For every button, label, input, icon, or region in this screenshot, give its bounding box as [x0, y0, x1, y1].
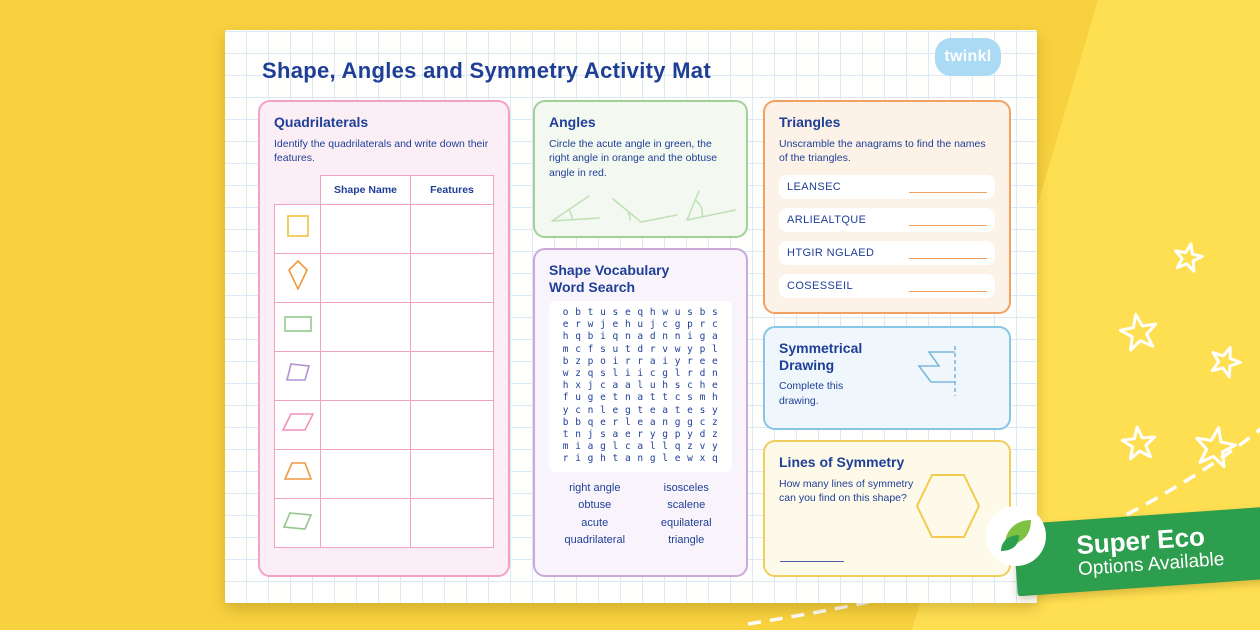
word-search-row: b z p o i r r a i y r e e [562, 355, 719, 367]
shape-name-cell [321, 204, 411, 253]
word-search-section [533, 248, 748, 577]
shape-cell [275, 302, 321, 351]
word-search-row: e r w j e h u j c g p r c [562, 319, 719, 331]
word-search-row: b b q e r l e a n g g c z [562, 416, 719, 428]
lines-of-symmetry-section [763, 440, 1011, 577]
word-list-item: scalene [667, 499, 706, 512]
twinkl-logo-text: twinkl [944, 48, 992, 65]
shape-name-cell [321, 253, 411, 302]
features-cell [411, 400, 494, 449]
quadrilaterals-table [274, 175, 494, 548]
word-list-item: acute [581, 516, 609, 529]
answer-line [780, 561, 844, 562]
shape-name-cell [321, 400, 411, 449]
triangles-section [763, 100, 1011, 314]
table-row [275, 253, 494, 302]
eco-badge-subtitle: Options Available [1077, 549, 1226, 581]
word-search-row: w z q s l i i c g l r d n [562, 368, 719, 380]
shape-cell [275, 204, 321, 253]
quadrilaterals-instructions: Identify the quadrilaterals and write down their features. [274, 137, 489, 165]
word-search-row: m i a g l c a l l q z v y [562, 441, 719, 453]
half-shape-outline [919, 352, 955, 382]
shape-cell [275, 253, 321, 302]
anagram-row [779, 241, 995, 265]
word-list [549, 480, 732, 550]
word-list-item: quadrilateral [564, 534, 626, 547]
word-list-item: equilateral [660, 516, 712, 529]
page-title: Shape, Angles and Symmetry Activity Mat [262, 58, 711, 83]
lines-of-symmetry-title: Lines of Symmetry [779, 454, 905, 470]
eco-badge-title: Super Eco [1075, 521, 1206, 560]
anagram-row [779, 274, 995, 298]
shape-cell [275, 449, 321, 498]
word-search-row: h q b i q n a d n n i g a [562, 331, 719, 343]
word-search-row: h x j c a a l u h s c h e [562, 380, 719, 392]
rectangle-icon [281, 309, 315, 339]
obtuse-angle-icon [687, 191, 735, 220]
table-row [275, 498, 494, 547]
answer-line [909, 247, 987, 259]
word-list-item: triangle [668, 534, 705, 547]
column-header-shape-name: Shape Name [321, 175, 411, 204]
word-list-item: right angle [569, 481, 621, 494]
hexagon-icon [909, 472, 983, 540]
triangles-instructions: Unscramble the anagrams to find the names of the triangles. [779, 137, 986, 165]
half-shape-drawing [909, 344, 965, 400]
word-search-row: f u g e t n a t t c s m h [562, 392, 719, 404]
word-search-title: Shape Vocabulary Word Search [549, 262, 670, 295]
shape-name-cell [321, 302, 411, 351]
trapezium-icon [281, 456, 315, 486]
shape-name-cell [321, 498, 411, 547]
table-row [275, 449, 494, 498]
word-search-row: m c f s u t d r v w y p l [562, 343, 719, 355]
leaf-icon [985, 505, 1047, 567]
anagram-text: ARLIEALTQUE [787, 213, 867, 226]
column-header-features: Features [411, 175, 494, 204]
anagram-row [779, 175, 995, 199]
kite-icon [281, 260, 315, 290]
right-angle-icon [613, 199, 677, 222]
acute-angle-icon [552, 196, 599, 221]
rhombus-icon [281, 505, 315, 535]
shape-cell [275, 351, 321, 400]
quadrilaterals-section [258, 100, 510, 577]
quadrilaterals-title: Quadrilaterals [274, 114, 369, 130]
symmetrical-drawing-section [763, 326, 1011, 430]
shape-cell [275, 400, 321, 449]
symmetrical-drawing-title: Symmetrical Drawing [779, 340, 863, 373]
shape-name-cell [321, 449, 411, 498]
word-list-item: isosceles [663, 481, 709, 494]
features-cell [411, 449, 494, 498]
angles-title: Angles [549, 114, 596, 130]
triangles-title: Triangles [779, 114, 841, 130]
features-cell [411, 351, 494, 400]
word-list-right [641, 480, 733, 550]
lines-of-symmetry-instructions: How many lines of symmetry can you find on this shape? [779, 477, 914, 505]
parallelogram-icon [281, 407, 315, 437]
table-row [275, 400, 494, 449]
anagram-text: HTGIR NGLAED [787, 246, 875, 259]
angles-section [533, 100, 748, 238]
word-search-grid [549, 301, 732, 472]
table-row [275, 351, 494, 400]
square-icon [281, 211, 315, 241]
anagram-text: LEANSEC [787, 180, 842, 193]
twinkl-logo [935, 38, 1001, 76]
word-list-left [549, 480, 641, 550]
table-row [275, 302, 494, 351]
features-cell [411, 253, 494, 302]
worksheet-page [225, 30, 1037, 603]
word-list-item: obtuse [578, 499, 612, 512]
anagram-row [779, 208, 995, 232]
features-cell [411, 498, 494, 547]
angles-instructions: Circle the acute angle in green, the right angle in orange and the obtuse angle in red. [549, 137, 718, 179]
word-search-row: y c n l e g t e a t e s y [562, 404, 719, 416]
word-search-row: r i g h t a n g l e w x q [562, 453, 719, 465]
shape-cell [275, 498, 321, 547]
answer-line [909, 280, 987, 292]
anagram-text: COSESSEIL [787, 279, 853, 292]
table-row [275, 204, 494, 253]
corner-header-cell [275, 175, 321, 204]
angle-drawings [549, 185, 736, 227]
word-search-row: o b t u s e q h w u s b s [562, 307, 719, 319]
shape-name-cell [321, 351, 411, 400]
features-cell [411, 204, 494, 253]
answer-line [909, 181, 987, 193]
word-search-row: t n j s a e r y g p y d z [562, 429, 719, 441]
trapezium-icon [281, 358, 315, 388]
features-cell [411, 302, 494, 351]
answer-line [909, 214, 987, 226]
symmetrical-drawing-instructions: Complete this drawing. [779, 380, 844, 407]
